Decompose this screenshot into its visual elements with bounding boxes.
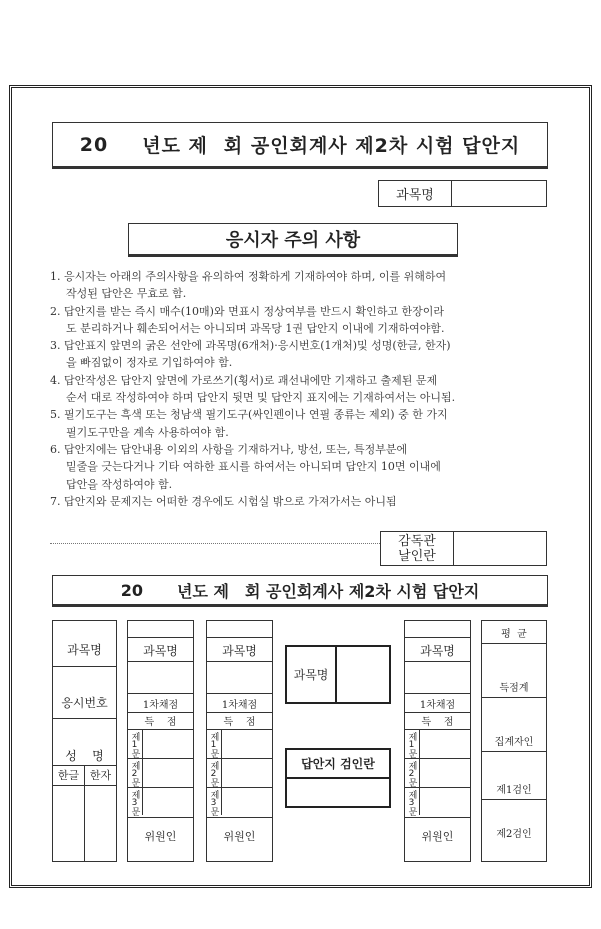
q3-label: 제3문 (208, 789, 219, 815)
grading-column-1 (127, 620, 194, 862)
year-prefix-2: 20 (120, 580, 143, 600)
q2-label: 제2문 (129, 760, 140, 786)
q3-label: 제3문 (406, 789, 417, 815)
center-subject-label: 과목명 (293, 668, 329, 682)
year-suffix-2: 년도 제 (176, 581, 229, 601)
answer-sheet-stamp-box (285, 748, 391, 808)
dotted-divider (50, 543, 380, 544)
member-label: 위원인 (223, 830, 256, 843)
first-grade-label: 1차채점 (419, 699, 456, 711)
subject-field[interactable] (452, 181, 546, 206)
applicant-number-label: 응시번호 (61, 695, 108, 710)
grading-subject-label: 과목명 (143, 643, 178, 658)
supervisor-label-line2: 날인란 (398, 548, 436, 564)
exam-title-2: 회 공인회계사 제2차 시험 답안지 (244, 581, 480, 601)
total-label: 득점계 (499, 682, 529, 694)
subject-box (378, 180, 547, 207)
q2-label: 제2문 (208, 760, 219, 786)
check2-label: 제2검인 (496, 828, 532, 840)
rule-line: 필기도구만을 계속 사용하여야 함. (66, 425, 229, 439)
rule-line: 답안을 작성하여야 함. (66, 477, 173, 491)
rule-line: 6. 답안지에는 답안내용 이외의 사항을 기재하거나, 방선, 또는, 특정부분에 (50, 442, 408, 456)
q3-label: 제3문 (129, 789, 140, 815)
notice-rules (50, 268, 560, 510)
supervisor-seal-box (380, 531, 547, 566)
exam-title: 회 공인회계사 제2차 시험 답안지 (223, 135, 521, 157)
supervisor-label (381, 532, 454, 565)
supervisor-seal-field[interactable] (454, 532, 546, 565)
rule-line: 작성된 답안은 무효로 함. (66, 287, 187, 301)
summary-column (481, 620, 547, 862)
supervisor-label-line1: 감독관 (398, 533, 436, 549)
rule-line: 을 빠짐없이 정자로 기입하여야 함. (66, 356, 233, 370)
rule-line: 5. 필기도구는 흑색 또는 청남색 필기도구(싸인펜이나 연필 종류는 제외) 중 한 가지 (50, 408, 448, 422)
hanja-label: 한자 (89, 769, 112, 782)
rule-line: 1. 응시자는 아래의 주의사항을 유의하여 정확하게 기재하여야 하며, 이를 위해하여 (50, 270, 447, 283)
rule-line: 3. 답안표지 앞면의 굵은 선안에 과목명(6개처)·응시번호(1개처)및 성명(한글, 한자) (50, 339, 451, 353)
applicant-column (52, 620, 117, 862)
aggregator-label: 집계자인 (494, 736, 534, 748)
member-label: 위원인 (421, 830, 454, 843)
q1-label: 제1문 (208, 731, 219, 757)
subject-label: 과목명 (379, 181, 452, 206)
score-label: 득 점 (223, 717, 256, 728)
stamp-label: 답안지 검인란 (301, 757, 375, 771)
average-label: 평 균 (501, 628, 527, 640)
exam-title-banner-2 (52, 575, 548, 607)
exam-title-banner (52, 122, 548, 169)
score-label: 득 점 (421, 717, 454, 728)
applicant-subject-label: 과목명 (67, 642, 102, 657)
hangul-label: 한글 (57, 769, 80, 782)
score-label: 득 점 (144, 717, 177, 728)
first-grade-label: 1차채점 (221, 699, 258, 711)
check1-label: 제1검인 (496, 784, 532, 796)
q1-label: 제1문 (129, 731, 140, 757)
year-prefix: 20 (79, 133, 109, 156)
rule-line: 4. 답안작성은 답안지 앞면에 가로쓰기(횡서)로 괘선내에만 기재하고 출제된 문제 (50, 373, 438, 387)
member-label: 위원인 (144, 830, 177, 843)
q2-label: 제2문 (406, 760, 417, 786)
notice-title: 응시자 주의 사항 (128, 223, 458, 257)
rule-line: 도 분리하거나 훼손되어서는 아니되며 과목당 1권 답안지 이내에 기재하여야함. (66, 321, 445, 335)
grading-subject-label: 과목명 (420, 643, 455, 658)
first-grade-label: 1차채점 (142, 699, 179, 711)
rule-line: 2. 답안지를 받는 즉시 매수(10매)와 면표시 정상여부를 반드시 확인하고 한장이라 (50, 304, 444, 318)
grading-column-2 (206, 620, 273, 862)
center-subject-box (285, 645, 391, 704)
rule-line: 7. 답안지와 문제지는 어떠한 경우에도 시험실 밖으로 가져가서는 아니됨 (50, 494, 397, 508)
rule-line: 순서 대로 작성하여야 하며 답안지 뒷면 및 답안지 표지에는 기재하여서는 아니됨. (66, 391, 456, 405)
q1-label: 제1문 (406, 731, 417, 757)
grading-column-3 (404, 620, 471, 862)
rule-line: 밑줄을 긋는다거나 기타 여하한 표시를 하여서는 아니되며 답안지 10면 이내에 (66, 460, 441, 474)
year-suffix: 년도 제 (142, 135, 208, 157)
applicant-name-label: 성 명 (65, 748, 104, 763)
grading-subject-label: 과목명 (222, 643, 257, 658)
